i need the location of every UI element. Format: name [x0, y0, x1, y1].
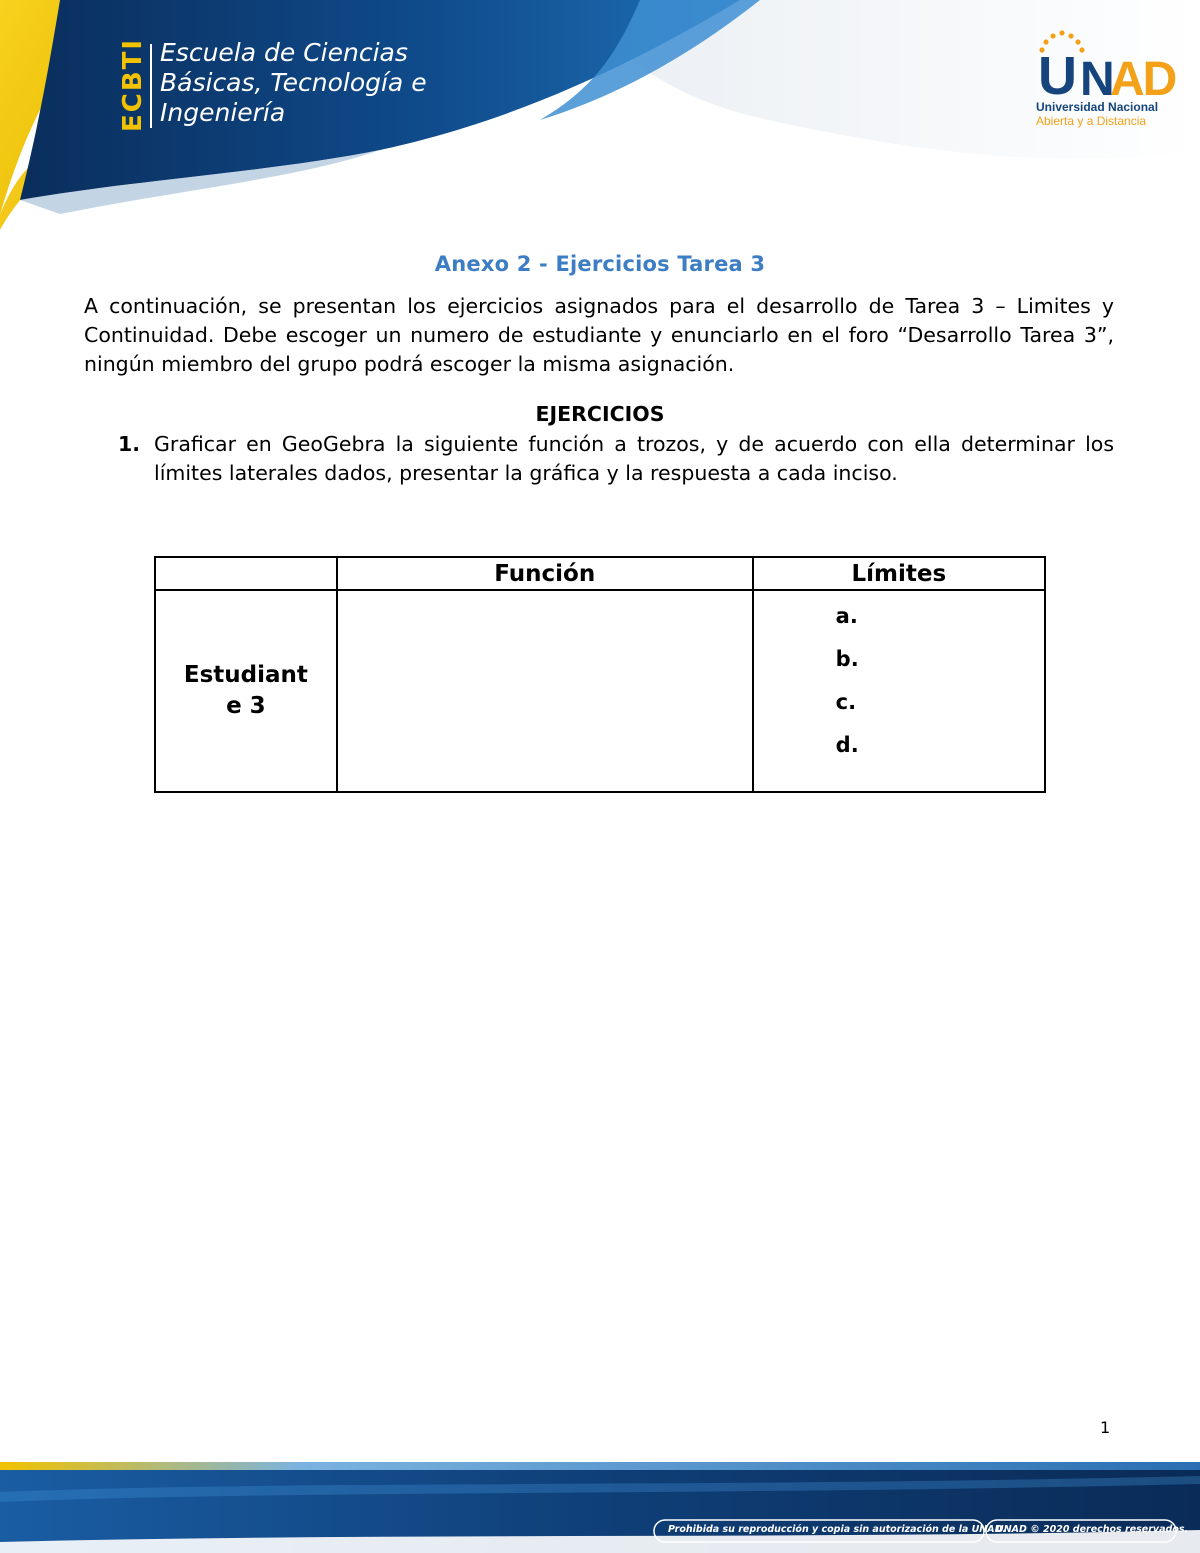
- footer-copy-notice: Prohibida su reproducción y copia sin autorización de la UNAD.: [668, 1524, 1007, 1535]
- school-name: [160, 38, 427, 128]
- limit-item-b: b.: [835, 647, 859, 671]
- footer-rights-notice: UNAD © 2020 derechos reservados.: [996, 1524, 1189, 1535]
- student-cell: [155, 590, 337, 792]
- limit-item-a: a.: [835, 604, 858, 628]
- ecbti-vertical-label: ECBTI: [118, 37, 148, 132]
- exercise-table: [154, 556, 1046, 793]
- limits-list: [754, 595, 1044, 767]
- header-cell-function: Función: [337, 557, 753, 590]
- limits-cell[interactable]: [753, 590, 1045, 792]
- school-name-line3: Ingeniería: [160, 98, 286, 127]
- table-row: [155, 590, 1045, 792]
- header-cell-limits: Límites: [753, 557, 1045, 590]
- logo-letter-n: N: [1080, 53, 1115, 106]
- student-label-line2: e 3: [226, 693, 266, 719]
- student-label-line1: Estudiant: [183, 662, 308, 688]
- logo-university-name: Universidad Nacional: [1036, 100, 1159, 114]
- school-name-line2: Básicas, Tecnología e: [160, 68, 427, 97]
- section-heading: EJERCICIOS: [535, 402, 665, 426]
- school-divider: [150, 44, 152, 128]
- logo-letter-u: U: [1038, 46, 1077, 106]
- document-title: Anexo 2 - Ejercicios Tarea 3: [434, 252, 766, 276]
- unad-logo: [1034, 28, 1176, 128]
- page-number: 1: [1100, 1418, 1111, 1437]
- logo-university-subtitle: Abierta y a Distancia: [1036, 114, 1147, 128]
- table-header-row: [155, 557, 1045, 590]
- logo-letters-ad: AD: [1110, 53, 1176, 106]
- intro-paragraph: A continuación, se presentan los ejercicios asignados para el desarrollo de Tarea 3 – Limites y Continuidad. Debe escoger un numero de estudiante y enunciarlo en el foro “Desarrollo Tarea 3”, ningún miembro del grupo podrá escoger la misma asignación.: [84, 294, 1114, 376]
- exercise-text: Graficar en GeoGebra la siguiente función a trozos, y de acuerdo con ella determinar los límites laterales dados, presentar la gráfica y la respuesta a cada inciso.: [154, 432, 1114, 485]
- header-banner: [0, 0, 1200, 230]
- exercise-item: [118, 430, 1114, 487]
- limit-item-c: c.: [835, 690, 857, 714]
- limit-item-d: d.: [835, 733, 859, 757]
- function-cell[interactable]: [337, 590, 753, 792]
- exercise-number: 1.: [118, 432, 141, 456]
- school-name-line1: Escuela de Ciencias: [160, 38, 408, 67]
- header-cell-blank: [155, 557, 337, 590]
